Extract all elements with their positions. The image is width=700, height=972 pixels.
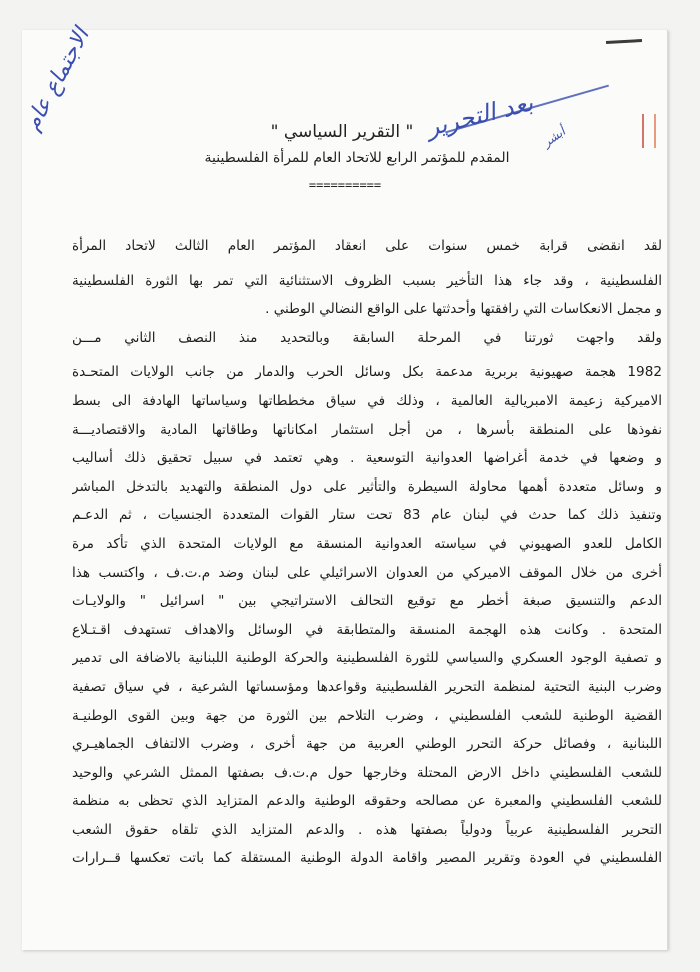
handwritten-note-left: الاجتماع عام bbox=[19, 24, 95, 136]
body-line: الفلسطيني في العودة وتقرير المصير واقامة الدولة الوطنية المستقلة كما باتت تعكسها قــرارات bbox=[72, 850, 662, 867]
body-line: المتحدة . وكانت هذه الهجمة المنسقة والمتطابقة في الوسائل والاهداف تستهدف اقـتـلاع bbox=[72, 621, 662, 638]
handwritten-note-top: بعد التحرير bbox=[423, 88, 536, 142]
body-line: الدعم والتنسيق صبغة أخطر مع توقيع التحالف الاستراتيجي بين " اسرائيل " والولايـات bbox=[72, 593, 662, 610]
body-line: نفوذها على المنطقة بأسرها ، من أجل استثمار امكاناتها وطاقاتها المادية والاقتصاديـــة bbox=[72, 421, 662, 438]
body-line: اللبنانية ، وفصائل حركة التحرر الوطني العربية من جهة أخرى ، وضرب الالتفاف الجماهيـري bbox=[72, 736, 662, 753]
document-subtitle: المقدم للمؤتمر الرابع للاتحاد العام للمرأة الفلسطينية bbox=[204, 150, 510, 166]
body-line: أخرى من خلال الموقف الاميركي من العدوان الاسرائيلي على لبنان وضد م.ت.ف ، واكتسب هذا bbox=[72, 564, 662, 581]
body-line: وضرب البنية التحتية لمنظمة التحرير الفلسطينية وقواعدها ومؤسساتها الشرعية ، في سياق تصفية bbox=[72, 678, 662, 695]
body-line: و مجمل الانعكاسات التي رافقتها وأحدثتها على الواقع النضالي الوطني . bbox=[265, 301, 662, 318]
red-ink-mark bbox=[642, 114, 656, 148]
body-line: الفلسطينية ، وقد جاء هذا التأخير بسبب الظروف الاستثنائية التي تمر بها الثورة الفلسطينية bbox=[72, 272, 662, 289]
body-line: القضية الوطنية للشعب الفلسطيني ، وضرب التلاحم بين الثورة من جهة وبين القوى الوطنيـة bbox=[72, 707, 662, 724]
body-line: و وسائل متعددة أهمها محاولة السيطرة والتأثير على دول المنطقة والتهديد بالتدخل المباشر bbox=[72, 478, 662, 495]
body-line: ولقد واجهت ثورتنا في المرحلة السابقة وبالتحديد منذ النصف الثاني مـــن bbox=[72, 329, 662, 346]
body-line: للشعب الفلسطيني داخل الارض المحتلة وخارجها حول م.ت.ف بصفتها الممثل الشرعي والوحيد bbox=[72, 764, 662, 781]
document-page bbox=[19, 24, 668, 950]
body-line: الكامل للعدو الصهيوني في سياسته العدوانية المنسقة مع الولايات المتحدة الذي تأكد مرة bbox=[72, 535, 662, 552]
body-line: 1982 هجمة صهيونية بربرية مدعمة بكل وسائل الحرب والدمار من جانب الولايات المتحـدة bbox=[72, 364, 662, 381]
body-line: و تصفية الوجود العسكري والسياسي للثورة الفلسطينية والحركة الوطنية اللبنانية بالاضافة الى تدمير bbox=[72, 650, 662, 667]
body-line: التحرير الفلسطينية عربياً ودولياً بصفتها هذه . والدعم المتزايد الذي تلقاه حقوق الشعب bbox=[72, 821, 662, 838]
body-line: للشعب الفلسطيني والمعبرة عن مصالحه وحقوقه الوطنية والدعم المتزايد الذي تحظى به منظمة bbox=[72, 793, 662, 810]
body-line: و وضعها في خدمة أغراضها العدوانية التوسعية . وهي تعتمد في سبيل تحقيق ذلك أساليب bbox=[72, 450, 662, 467]
title-separator: ========== bbox=[308, 178, 382, 192]
body-line: وتنفيذ ذلك كما حدث في لبنان عام 83 تحت ستار القوات المتعددة الجنسيات ، ثم الدعـم bbox=[72, 507, 662, 524]
ink-corner-mark bbox=[606, 39, 642, 44]
body-line: لقد انقضى قرابة خمس سنوات على انعقاد المؤتمر العام الثالث لاتحاد المرأة bbox=[72, 238, 662, 254]
body-text bbox=[72, 232, 662, 873]
body-line: الاميركية زعيمة الامبريالية العالمية ، وذلك في سياق مخططاتها وسياساتها الهادفة الى بسط bbox=[72, 392, 662, 409]
handwritten-note-small: أبشر bbox=[540, 124, 568, 150]
document-title: " التقرير السياسي " bbox=[270, 122, 414, 142]
